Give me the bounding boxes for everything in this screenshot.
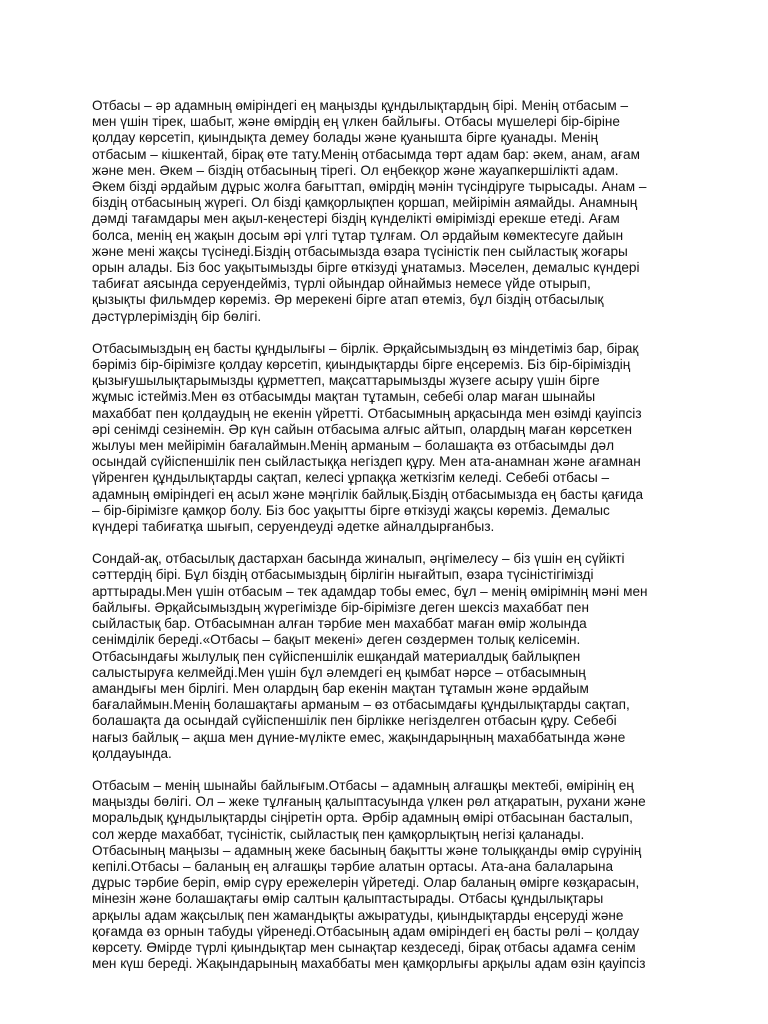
paragraph-4: Отбасым – менің шынайы байлығым.Отбасы – адамның алғашқы мектебі, өмірінің ең маңызды бөлігі. Ол – жеке тұлғаның қалыптасуында үлкен рөл атқаратын, рухани және моральдық құндылықтарды сіңіретін орта. Әрбір адамның өмірі отбасынан басталып, сол жерде махаббат, түсіністік, сыйластық пен қамқорлықтың негізі қаланады. Отбасының маңызы – адамның жеке басының бақытты және толыққанды өмір сүруінің кепілі.Отбасы – баланың ең алғашқы тәрбие алатын ортасы. Ата-ана балаларына дұрыс тәрбие беріп, өмір сүру ережелерін үйретеді. Олар баланың өмірге көзқарасын, мінезін және болашақтағы өмір салтын қалыптастырады. Отбасы құндылықтары арқылы адам жақсылық пен жамандықты ажыратуды, қиындықтарды еңсеруді және қоғамда өз орнын табуды үйренеді.Отбасының адам өміріндегі ең басты рөлі – қолдау көрсету. Өмірде түрлі қиындықтар мен сынақтар кездеседі, бірақ отбасы адамға сенім мен күш береді. Жақындарының махаббаты мен қамқорлығы арқылы адам өзін қауіпсіз — [92, 777, 646, 972]
paragraph-3: Сондай-ақ, отбасылық дастархан басында жиналып, әңгімелесу – біз үшін ең сүйікті сәттердің бірі. Бұл біздің отбасымыздың бірлігін нығайтып, өзара түсіністігімізді арттырады.Мен үшін отбасым – тек адамдар тобы емес, бұл – менің өмірімнің мәні мен байлығы. Әрқайсымыздың жүрегімізде бір-бірімізге деген шексіз махаббат пен сыйластық бар. Отбасымнан алған тәрбие мен махаббат маған өмір жолында сенімділік береді.«Отбасы – бақыт мекені» деген сөздермен толық келісемін. Отбасындағы жылулық пен сүйіспеншілік ешқандай материалдық байлықпен салыстыруға келмейді.Мен үшін бұл әлемдегі ең қымбат нәрсе – отбасымның амандығы мен бірлігі. Мен олардың бар екенін мақтан тұтамын және әрдайым бағалаймын.Менің болашақтағы арманым – өз отбасымдағы құндылықтарды сақтап, болашақта да осындай сүйіспеншілік пен бірлікке негізделген отбасын құру. Себебі нағыз байлық – ақша мен дүние-мүлікте емес, жақындарыңның махаббатында және қолдауында. — [92, 551, 648, 761]
document-body — [92, 98, 688, 988]
paragraph-1: Отбасы – әр адамның өміріндегі ең маңызды құндылықтардың бірі. Менің отбасым – мен үшін тірек, шабыт, және өмірдің ең үлкен байлығы. Отбасы мүшелері бір-біріне қолдау көрсетіп, қиындықта демеу болады және қуанышта бірге қуанады. Менің отбасым – кішкентай, бірақ өте тату.Менің отбасымда төрт адам бар: әкем, анам, ағам және мен. Әкем – біздің отбасының тірегі. Ол еңбекқор және жауапкершілікті адам. Әкем бізді әрдайым дұрыс жолға бағыттап, өмірдің мәнін түсіндіруге тырысады. Анам – біздің отбасының жүрегі. Ол бізді қамқорлықпен қоршап, мейірімін аямайды. Анамның дәмді тағамдары мен ақыл-кеңестері біздің күнделікті өмірімізді ерекше етеді. Ағам болса, менің ең жақын досым әрі үлгі тұтар тұлғам. Ол әрдайым көмектесуге дайын және мені жақсы түсінеді.Біздің отбасымызда өзара түсіністік пен сыйластық жоғары орын алады. Біз бос уақытымызды бірге өткізуді ұнатамыз. Мәселен, демалыс күндері табиғат аясында серуендейміз, түрлі ойындар ойнаймыз немесе үйде отырып, қызықты фильмдер көреміз. Әр мерекені бірге атап өтеміз, бұл біздің отбасылық дәстүрлеріміздің бір бөлігі. — [92, 98, 647, 324]
paragraph-2: Отбасымыздың ең басты құндылығы – бірлік. Әрқайсымыздың өз міндетіміз бар, бірақ бәріміз бір-бірімізге қолдау көрсетіп, қиындықтарды бірге еңсереміз. Біз бір-біріміздің қызығушылықтарымызды құрметтеп, мақсаттарымызды жүзеге асыру үшін бірге жұмыс істейміз.Мен өз отбасымды мақтан тұтамын, себебі олар маған шынайы махаббат пен қолдаудың не екенін үйретті. Отбасымның арқасында мен өзімді қауіпсіз әрі сенімді сезінемін. Әр күн сайын отбасыма алғыс айтып, олардың маған көрсеткен жылуы мен мейірімін бағалаймын.Менің арманым – болашақта өз отбасымды дәл осындай сүйіспеншілік пен сыйластыққа негіздеп құру. Мен ата-анамнан және ағамнан үйренген құндылықтарды сақтап, келесі ұрпаққа жеткізгім келеді. Себебі отбасы – адамның өміріндегі ең асыл және мәңгілік байлық.Біздің отбасымызда ең басты қағида – бір-бірімізге қамқор болу. Біз бос уақытты бірге өткізуді жақсы көреміз. Демалыс күндері табиғатқа шығып, серуендеуді әдетке айналдырғанбыз. — [92, 340, 644, 535]
